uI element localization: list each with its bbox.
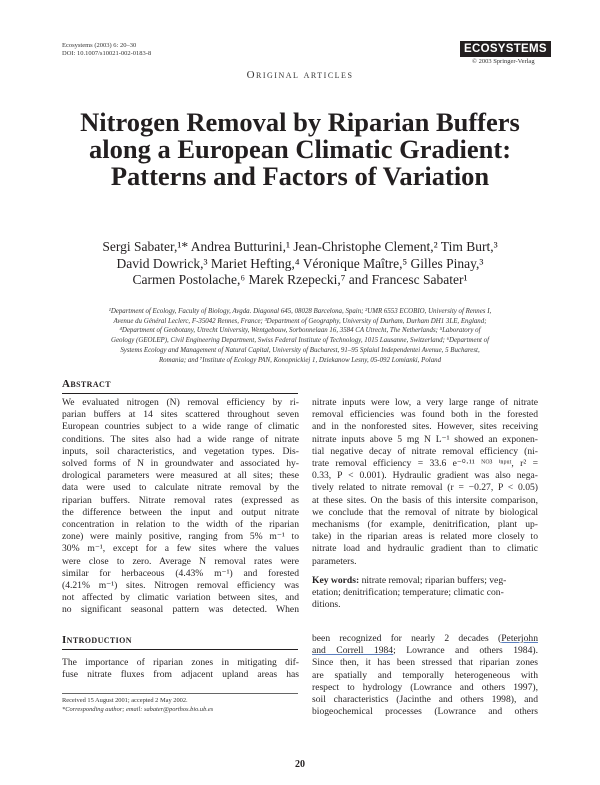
doi: DOI: 10.1007/s10021-002-0183-8 bbox=[62, 50, 152, 57]
text-line: conditions. The sites also had a wide range of nitrate bbox=[62, 433, 299, 445]
footnote-rule bbox=[62, 693, 298, 694]
authors-line: David Dowrick,³ Mariet Hefting,⁴ Véronique Maître,⁵ Gilles Pinay,³ bbox=[116, 255, 484, 271]
affiliation-line: Romania; and ⁷Institute of Ecology PAN, Konopnickiej 1, Dziekanow Lesny, 05-092 Lomianki, Poland bbox=[158, 356, 442, 364]
text-line: tively related to nitrate removal (r = −0.27, P < 0.05) bbox=[312, 482, 538, 494]
text-line: 0.33, P < 0.001). Hydraulic gradient was also nega- bbox=[312, 470, 538, 482]
abstract-left-column bbox=[62, 397, 299, 617]
journal-citation: Ecosystems (2003) 6: 20–30 bbox=[62, 42, 137, 49]
text-line: nitrate load and hydraulic gradient than to climatic bbox=[312, 543, 538, 555]
keywords-text: etation; denitrification; temperature; climatic con- bbox=[312, 587, 504, 599]
introduction-heading: Introduction bbox=[62, 634, 132, 646]
corresponding-note: *Corresponding author; email: sabater@porthos.bio.ub.es bbox=[62, 706, 214, 713]
text-line: solved forms of N in groundwater and associated hy- bbox=[62, 458, 299, 470]
section-label: Original articles bbox=[246, 69, 354, 81]
text-line: we conclude that the removal of nitrate by biological bbox=[312, 506, 538, 518]
intro-text: been recognized for nearly 2 decades ( bbox=[312, 633, 502, 644]
text-line: not affected by climatic variation between sites, and bbox=[62, 592, 299, 604]
text-line: take) in the riparian areas is related more closely to bbox=[312, 531, 538, 543]
text-line: European countries subject to a wide range of climatic bbox=[62, 421, 299, 433]
text-line: tial negative decay of nitrate removal efficiency (ni- bbox=[312, 445, 538, 457]
text-line: fuse nitrate fluxes from adjacent upland areas has bbox=[62, 669, 299, 681]
text-line: soil characteristics (Jacinthe and others 1998), and bbox=[312, 694, 538, 706]
text-line: Since then, it has been stressed that riparian zones bbox=[312, 657, 538, 669]
text-line: the difference between the input and output nitrate bbox=[62, 506, 299, 518]
authors bbox=[0, 239, 600, 289]
text-line: trate removal efficiency = 33.6 e⁻⁰·¹¹ ᴺᴼ³ ⁱⁿᵖᵘᵗ, r² = bbox=[312, 458, 538, 470]
citation-link[interactable]: and Correll 1984 bbox=[312, 645, 394, 657]
citation-link[interactable]: Peterjohn bbox=[501, 633, 538, 644]
text-line: riparian buffers. Nitrate removal rates (expressed as bbox=[62, 494, 299, 506]
text-line: no significant seasonal pattern was detected. When bbox=[62, 604, 299, 616]
text-line: (4.21% m⁻¹) sites. Nitrogen removal efficiency was bbox=[62, 580, 299, 592]
copyright: © 2003 Springer-Verlag bbox=[472, 58, 535, 65]
abstract-heading: Abstract bbox=[62, 378, 111, 390]
text-line: data were used to calculate nitrate removal by the bbox=[62, 482, 299, 494]
intro-text: ; Lowrance and others 1984). bbox=[393, 645, 538, 657]
text-line: nitrate inputs above 5 mg N L⁻¹ showed an exponen- bbox=[312, 433, 538, 445]
abstract-rule bbox=[62, 393, 298, 394]
text-line: inputs, soil characteristics, and vegetation types. Dis- bbox=[62, 445, 299, 457]
text-line: mechanisms (for example, denitrification, plant up- bbox=[312, 519, 538, 531]
keywords bbox=[312, 575, 538, 612]
text-line: 30% m⁻¹, except for a few sites where the values bbox=[62, 543, 299, 555]
introduction-rule bbox=[62, 649, 298, 650]
authors-line: Carmen Postolache,⁶ Marek Rzepecki,⁷ and Francesc Sabater¹ bbox=[132, 272, 468, 287]
text-line: parian buffers at 14 sites scattered throughout seven bbox=[62, 409, 299, 421]
text-line: The importance of riparian zones in mitigating dif- bbox=[62, 657, 299, 668]
text-line: are spatially and temporally heterogeneous with bbox=[312, 669, 538, 681]
text-line: at these sites. On the basis of this intersite comparison, bbox=[312, 494, 538, 506]
introduction-left-column bbox=[62, 657, 299, 681]
text-line: zone) were mainly positive, ranging from 5% m⁻¹ to bbox=[62, 531, 299, 543]
affiliation-line: ⁴Department of Geobotany, Utrecht University, Wentgebouw, Sorbonnelaan 16, 3584 CA Utrecht, The Netherlands; ⁵Laboratory of bbox=[119, 327, 481, 335]
affiliations bbox=[58, 307, 542, 365]
text-line: We evaluated nitrogen (N) removal efficiency by ri- bbox=[62, 397, 299, 408]
abstract-right-column bbox=[312, 397, 538, 568]
affiliation-line: Avenue du Général Leclerc, F-35042 Rennes, France; ³Department of Geography, University of Durham, Durham DH1 3LE, England; bbox=[113, 317, 487, 325]
text-line: removal efficiencies was found both in the forested bbox=[312, 409, 538, 421]
affiliation-line: Systems Ecology and Management of Natural Capital, University of Bucharest, 91–95 Splaiul Independentei Avenue, 5 Bucharest, bbox=[120, 346, 480, 354]
text-line: drological parameters were measured at all sites; these bbox=[62, 470, 299, 482]
keywords-text: ditions. bbox=[312, 599, 341, 611]
introduction-right-column bbox=[312, 633, 538, 718]
affiliation-line: Geology (GEOLEP), Civil Engineering Department, Swiss Federal Institute of Technology, 1015 Lausanne, Switzerland; ⁶Department of bbox=[110, 337, 490, 345]
journal-logo: ECOSYSTEMS bbox=[460, 41, 551, 57]
page-number: 20 bbox=[295, 759, 305, 770]
text-line: biogeochemical processes (Lowrance and others bbox=[312, 706, 538, 718]
text-line: were close to zero. Average N removal rates were bbox=[62, 555, 299, 567]
text-line: nitrate inputs were low, a very large range of nitrate bbox=[312, 397, 538, 408]
affiliation-line: ¹Department of Ecology, Faculty of Biology, Avgda. Diagonal 645, 08028 Barcelona, Spain; ²UMR 6553 ECOBIO, University of Rennes I, bbox=[108, 308, 492, 315]
text-line: similar for herbaceous (4.43% m⁻¹) and forested bbox=[62, 567, 299, 579]
received-note: Received 15 August 2001; accepted 2 May 2002. bbox=[62, 697, 188, 704]
text-line: and in the nonforested sites. However, sites receiving bbox=[312, 421, 538, 433]
keywords-text: nitrate removal; riparian buffers; veg- bbox=[359, 575, 507, 586]
text-line: respect to hydrology (Lowrance and others 1997), bbox=[312, 681, 538, 693]
authors-line: Sergi Sabater,¹* Andrea Butturini,¹ Jean-Christophe Clement,² Tim Burt,³ bbox=[102, 239, 498, 254]
article-title: Nitrogen Removal by Riparian Buffers along a European Climatic Gradient: Patterns and Factors of Variation bbox=[80, 107, 520, 191]
keywords-label: Key words: bbox=[312, 575, 360, 586]
text-line: concentration in relation to the width of the riparian bbox=[62, 519, 299, 531]
text-line: parameters. bbox=[312, 555, 357, 567]
